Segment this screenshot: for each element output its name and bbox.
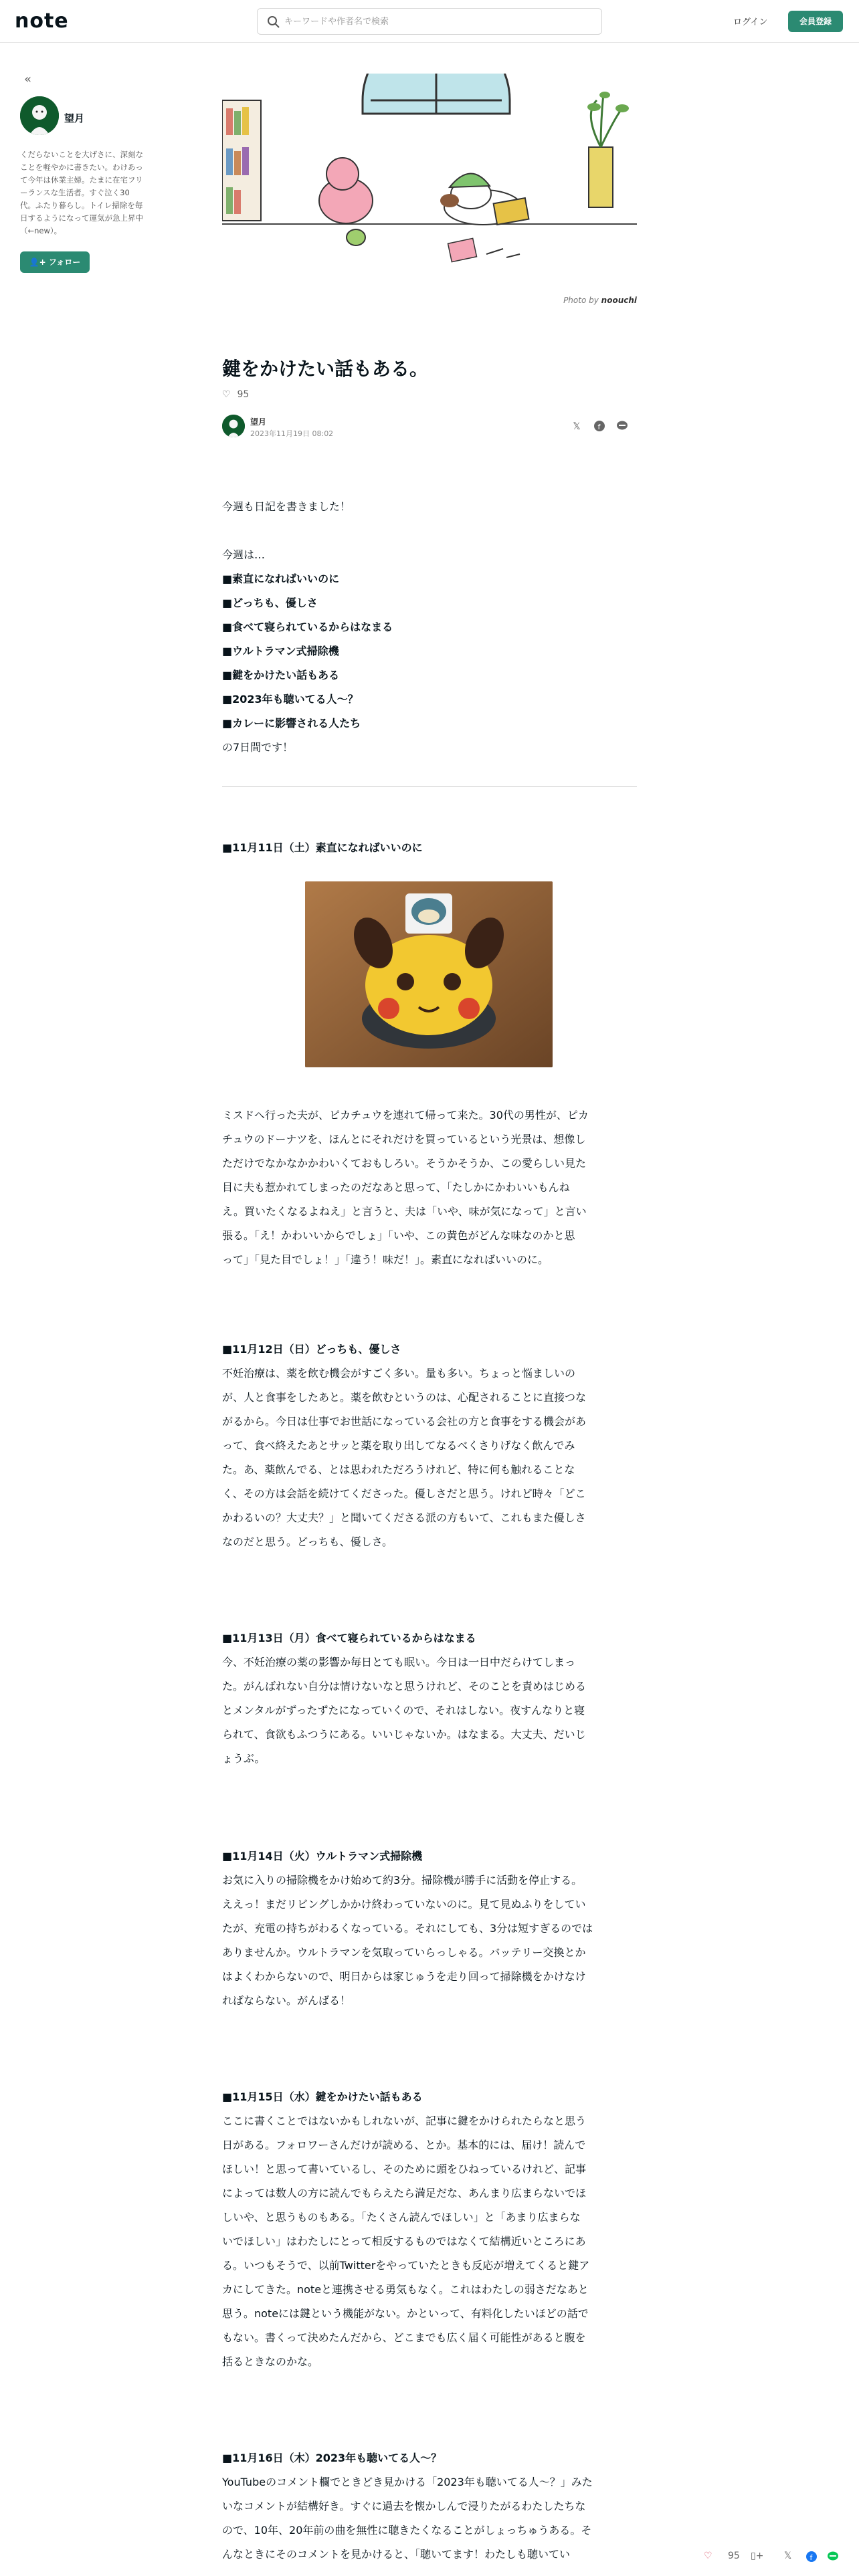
- text-line: 括るときなのかな。: [222, 2355, 319, 2368]
- text-line: た。あ、薬飲んでる、とは思われただろうけれど、特に何も触れることな: [222, 1463, 575, 1476]
- follow-label: フォロー: [48, 257, 81, 267]
- list-item: ■カレーに影響される人たち: [222, 717, 361, 730]
- text-line: 思う。noteには鍵という機能がない。かといって、有料化したいほどの話で: [222, 2307, 589, 2320]
- search-icon: [267, 15, 280, 29]
- floating-action-bar: [704, 2544, 859, 2571]
- text-line: がるから。今日は仕事でお世話になっている会社の方と食事をする機会があ: [222, 1415, 587, 1428]
- heart-icon[interactable]: ♡: [704, 2551, 712, 2561]
- heart-icon[interactable]: ♡: [222, 389, 231, 400]
- text-line: かわるいの？大丈夫？」と聞いてくださる派の方もいて、これもまた優しさ: [222, 1511, 586, 1524]
- list-item: ■鍵をかけたい話もある: [222, 669, 340, 681]
- text-line: によっては数人の方に読んでもらえたら満足だな、あんまり広まらないでほ: [222, 2187, 587, 2199]
- text-line: ので、10年、20年前の曲を無性に聴きたくなることがしょっちゅうある。そ: [222, 2524, 592, 2537]
- text-line: たが、充電の持ちがわるくなっている。それにしても、3分は短すぎるのでは: [222, 1922, 593, 1935]
- intro-paragraph: 今週も日記を書きました！: [222, 500, 351, 513]
- text-line: いでほしい」はわたしにとって相反するものではなくて結構近いところにあ: [222, 2235, 586, 2248]
- text-line: お気に入りの掃除機をかけ始めて約3分。掃除機が勝手に活動を停止する。: [222, 1874, 583, 1887]
- section-heading: ■11月11日（土）素直になればいいのに: [222, 841, 423, 854]
- text-line: え。買いたくなるよねえ」と言うと、夫は「いや、味が気になって」と言い: [222, 1205, 587, 1218]
- text-line: 目に夫も惹かれてしまったのだなあと思って、「たしかにかわいいもんね: [222, 1181, 570, 1194]
- text-line: YouTubeのコメント欄でときどき見かける「2023年も聴いてる人〜？」みた: [222, 2476, 593, 2488]
- line-share-icon[interactable]: [827, 2551, 839, 2565]
- text-line: ミスドへ行った夫が、ピカチュウを連れて帰って来た。30代の男性が、ピカ: [222, 1109, 589, 1121]
- list-item: ■素直になればいいのに: [222, 572, 340, 585]
- photo-credit-prefix: Photo by: [563, 296, 599, 305]
- section-heading: ■11月13日（月）食べて寝られているからはなまる: [222, 1632, 476, 1644]
- magazine-add-icon[interactable]: ▯+: [751, 2551, 764, 2561]
- text-line: とメンタルがずったずたになっていくので、それはしない。夜すんなりと寝: [222, 1704, 585, 1717]
- text-line: って、食べ終えたあとサッと薬を取り出してなるべくさりげなく飲んでみ: [222, 1439, 575, 1452]
- text-line: ほしい！と思って書いているし、そのために頭をひねっているけれど、記事: [222, 2163, 587, 2175]
- photo-credit-name[interactable]: noouchi: [601, 296, 637, 305]
- text-line: が、人と食事をしたあと。薬を飲むというのは、心配されることに直接つな: [222, 1391, 587, 1404]
- section-body: [222, 2109, 637, 2374]
- section-heading: ■11月15日（水）鍵をかけたい話もある: [222, 2090, 423, 2103]
- text-line: なのだと思う。どっちも、優しさ。: [222, 1535, 393, 1548]
- byline-avatar[interactable]: [222, 415, 245, 437]
- text-line: ええっ！まだリビングしかかけ終わっていないのに。見て見ぬふりをしてい: [222, 1898, 586, 1911]
- list-item: ■食べて寝られているからはなまる: [222, 621, 393, 633]
- avatar[interactable]: [20, 96, 59, 135]
- text-line: ありませんか。ウルトラマンを気取っていらっしゃる。バッテリー交換とか: [222, 1946, 586, 1959]
- week-list: [222, 567, 637, 760]
- text-line: しいや、と思うものもある。「たくさん読んでほしい」と「あまり広まらな: [222, 2211, 581, 2224]
- header-illustration: [222, 74, 637, 274]
- text-line: いなコメントが結構好き。すぐに過去を懐かしんで浸りたがるわたしたちな: [222, 2500, 586, 2512]
- text-line: 今、不妊治療の薬の影響か毎日とても眠い。今日は一日中だらけてしまっ: [222, 1656, 576, 1669]
- divider: [222, 786, 637, 787]
- facebook-share-icon[interactable]: [805, 2551, 818, 2565]
- article-byline: [222, 415, 637, 441]
- login-link[interactable]: ログイン: [733, 17, 768, 27]
- pikachu-donut-photo: [305, 881, 553, 1067]
- line-share-icon[interactable]: [615, 420, 629, 433]
- text-line: た。がんばれない自分は情けないなと思うけれど、そのことを責めはじめる: [222, 1680, 587, 1693]
- text-line: もない。書くって決めたんだから、どこまでも広く届く可能性があると腹を: [222, 2331, 586, 2344]
- text-line: 日がある。フォロワーさんだけが読める、とか。基本的には、届け！読んで: [222, 2139, 586, 2151]
- text-line: られて、食欲もふつうにある。いいじゃないか。はなまる。大丈夫、だいじ: [222, 1728, 586, 1741]
- photo-credit: [563, 296, 637, 305]
- section-body: [222, 1362, 637, 1554]
- article-title: 鍵をかけたい話もある。: [222, 358, 429, 380]
- text-line: チュウのドーナツを、ほんとにそれだけを買っているという光景は、想像し: [222, 1133, 586, 1146]
- like-count: 95: [237, 389, 250, 400]
- text-line: く、その方は会話を続けてくださった。優しさだと思う。けれど時々「どこ: [222, 1487, 586, 1500]
- text-line: ここに書くことではないかもしれないが、記事に鍵をかけられたらなと思う: [222, 2115, 587, 2127]
- section-heading: ■11月12日（日）どっちも、優しさ: [222, 1343, 401, 1356]
- text-line: 不妊治療は、薬を飲む機会がすごく多い。量も多い。ちょっと悩ましいの: [222, 1367, 576, 1380]
- author-bio: くだらないことを大げさに、深刻なことを軽やかに書きたい。わけあって今年は休業主婦。たまに在宅フリーランスな生活者。すぐ泣く30代。ふたり暮らし。トイレ掃除を毎日するようになって運気が急上昇中（←new）。: [20, 150, 143, 235]
- list-tail: の7日間です！: [222, 741, 294, 754]
- floating-like-count: 95: [728, 2551, 740, 2561]
- text-line: る。いつもそうで、以前Twitterをやっていたときも反応が増えてくると鍵ア: [222, 2259, 590, 2272]
- search-box[interactable]: [257, 8, 602, 35]
- text-line: ればならない。がんばる！: [222, 1994, 351, 2007]
- text-line: はよくわからないので、明日からは家じゅうを走り回って掃除機をかけなけ: [222, 1970, 586, 1983]
- section-heading: ■11月16日（木）2023年も聴いてる人〜？: [222, 2452, 442, 2464]
- list-item: ■どっちも、優しさ: [222, 597, 318, 609]
- svg-text:f: f: [597, 423, 601, 431]
- section-body: [222, 2470, 637, 2567]
- x-share-icon[interactable]: 𝕏: [573, 421, 581, 432]
- x-share-icon[interactable]: 𝕏: [784, 2551, 792, 2561]
- site-header: [0, 0, 859, 43]
- author-name[interactable]: 望月: [64, 112, 85, 124]
- facebook-share-icon[interactable]: [593, 420, 606, 433]
- publish-date: 2023年11月19日 08:02: [250, 429, 334, 438]
- user-plus-icon: 👤+: [29, 257, 49, 267]
- section-body: [222, 1103, 637, 1272]
- section-body: [222, 1650, 637, 1771]
- like-count-row[interactable]: [222, 389, 249, 400]
- search-input[interactable]: [284, 11, 592, 31]
- byline-author[interactable]: 望月: [250, 417, 267, 427]
- list-item: ■2023年も聴いてる人〜？: [222, 693, 359, 706]
- text-line: 張る。「え！かわいいからでしょ」「いや、この黄色がどんな味なのかと思: [222, 1229, 575, 1242]
- list-lead: 今週は…: [222, 548, 266, 561]
- list-item: ■ウルトラマン式掃除機: [222, 645, 339, 657]
- section-heading: ■11月14日（火）ウルトラマン式掃除機: [222, 1850, 423, 1862]
- follow-button[interactable]: [20, 251, 90, 273]
- double-chevron-left-icon[interactable]: «: [24, 72, 32, 86]
- avatar-illustration-icon: [20, 96, 59, 135]
- section-body: [222, 1868, 637, 2013]
- avatar-illustration-icon: [222, 415, 245, 437]
- note-logo[interactable]: note: [15, 9, 69, 33]
- text-line: んなときにそのコメントを見かけると、「聴いてます！わたしも聴いてい: [222, 2548, 571, 2561]
- signup-button[interactable]: 会員登録: [788, 11, 843, 32]
- text-line: ただけでなかなかかわいくておもしろい。そうかそうか、この愛らしい見た: [222, 1157, 587, 1170]
- text-line: って」「見た目でしょ！」「違う！味だ！」。素直になればいいのに。: [222, 1253, 549, 1266]
- text-line: ょうぶ。: [222, 1752, 266, 1765]
- svg-text:f: f: [809, 2553, 813, 2562]
- text-line: カにしてきた。noteと連携させる勇気もなく。これはわたしの弱さだなあと: [222, 2283, 589, 2296]
